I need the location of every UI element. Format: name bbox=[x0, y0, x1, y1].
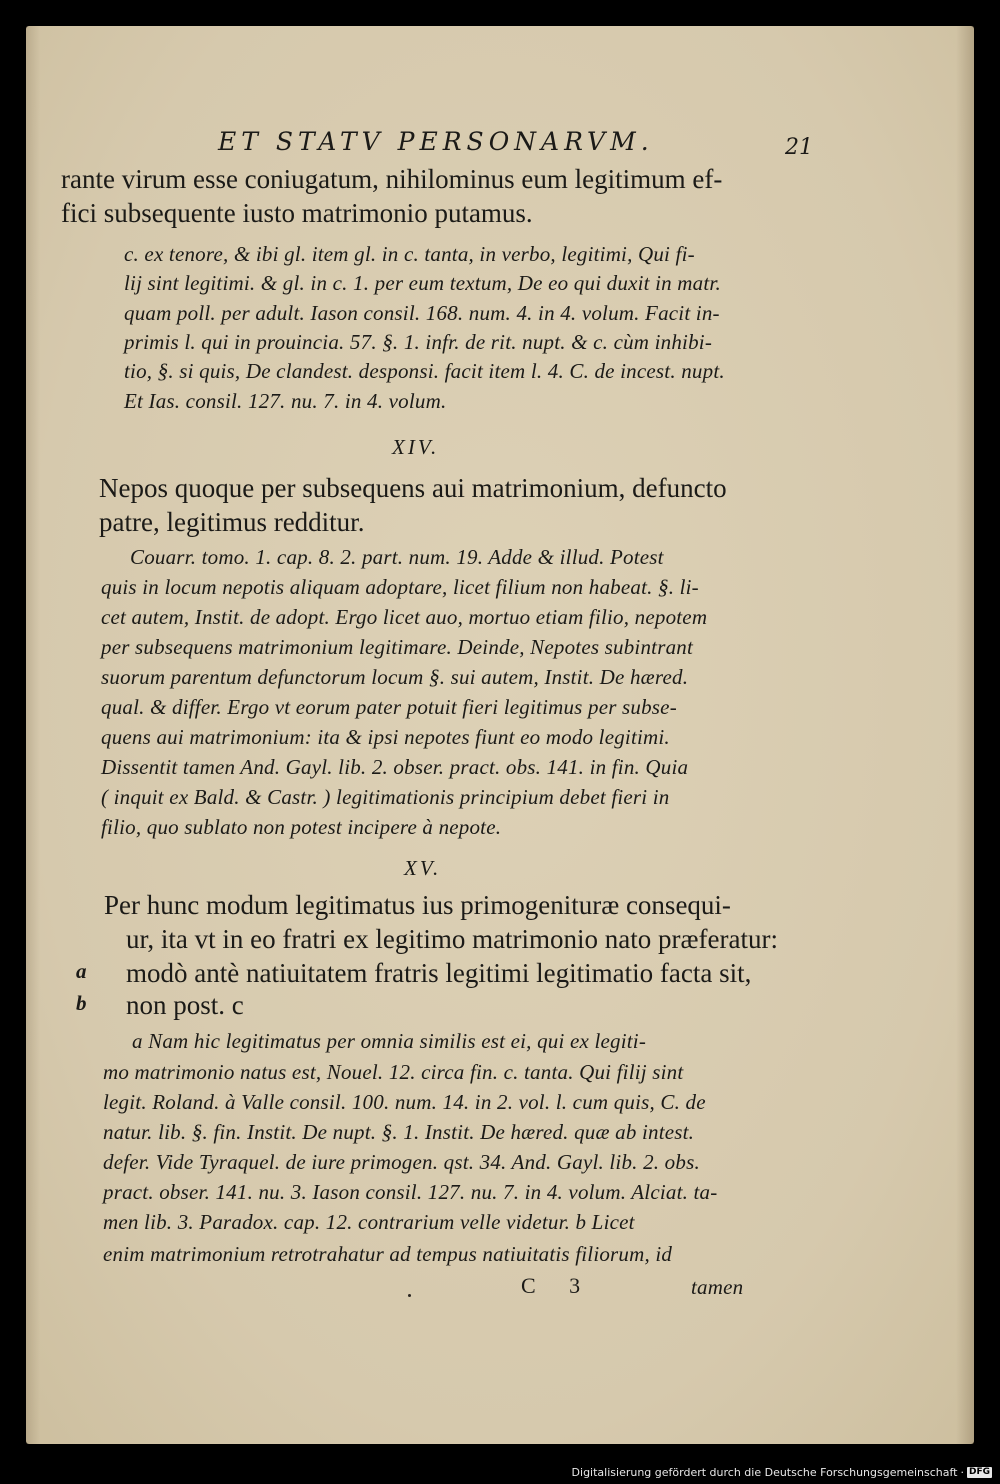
dfg-logo: DFG bbox=[968, 1467, 990, 1477]
note-text-line: legit. Roland. à Valle consil. 100. num. 14. in 2. vol. l. cum quis, C. de bbox=[103, 1090, 706, 1114]
note-text-line: Couarr. tomo. 1. cap. 8. 2. part. num. 19. Adde & illud. Potest bbox=[130, 545, 664, 569]
main-text-line: non post. c bbox=[126, 990, 244, 1020]
digitization-credit bbox=[572, 1466, 992, 1479]
running-head: ET STATV PERSONARVM. bbox=[218, 127, 654, 156]
book-page bbox=[26, 26, 974, 1444]
note-text-line: mo matrimonio natus est, Nouel. 12. circa fin. c. tanta. Qui filij sint bbox=[103, 1060, 684, 1084]
note-text-line: qual. & differ. Ergo vt eorum pater potuit fieri legitimus per subse- bbox=[101, 695, 677, 719]
main-text-line: ur, ita vt in eo fratri ex legitimo matrimonio nato præferatur: bbox=[126, 924, 778, 954]
separator-dot: · bbox=[960, 1466, 964, 1479]
note-text-line: enim matrimonium retrotrahatur ad tempus natiuitatis filiorum, id bbox=[103, 1242, 673, 1266]
main-text-line: Nepos quoque per subsequens aui matrimonium, defuncto bbox=[99, 473, 727, 503]
note-text-line: c. ex tenore, & ibi gl. item gl. in c. tanta, in verbo, legitimi, Qui fi- bbox=[124, 242, 695, 266]
note-text-line: tio, §. si quis, De clandest. desponsi. facit item l. 4. C. de incest. nupt. bbox=[124, 359, 725, 383]
page-number: 21 bbox=[785, 135, 813, 160]
ink-speck bbox=[408, 1294, 411, 1297]
catchword: tamen bbox=[691, 1275, 744, 1299]
main-text-line: rante virum esse coniugatum, nihilominus eum legitimum ef- bbox=[61, 164, 723, 194]
note-text-line: a Nam hic legitimatus per omnia similis est ei, qui ex legiti- bbox=[132, 1029, 647, 1053]
section-number: XV. bbox=[404, 856, 442, 880]
page-shadow-left bbox=[26, 26, 40, 1444]
note-text-line: per subsequens matrimonium legitimare. Deinde, Nepotes subintrant bbox=[101, 635, 694, 659]
note-text-line: primis l. qui in prouincia. 57. §. 1. infr. de rit. nupt. & c. cùm inhibi- bbox=[124, 330, 713, 354]
note-text-line: quis in locum nepotis aliquam adoptare, licet filium non habeat. §. li- bbox=[101, 575, 699, 599]
note-text-line: quam poll. per adult. Iason consil. 168. num. 4. in 4. volum. Facit in- bbox=[124, 301, 720, 325]
note-text-line: ( inquit ex Bald. & Castr. ) legitimationis principium debet fieri in bbox=[101, 785, 670, 809]
main-text-line: patre, legitimus redditur. bbox=[99, 507, 365, 537]
note-text-line: suorum parentum defunctorum locum §. sui autem, Instit. De hæred. bbox=[101, 665, 689, 689]
note-text-line: filio, quo sublato non potest incipere à nepote. bbox=[101, 815, 502, 839]
main-text-line: fici subsequente iusto matrimonio putamus. bbox=[61, 198, 533, 228]
note-text-line: men lib. 3. Paradox. cap. 12. contrarium velle videtur. b Licet bbox=[103, 1210, 635, 1234]
note-text-line: cet autem, Instit. de adopt. Ergo licet auo, mortuo etiam filio, nepotem bbox=[101, 605, 708, 629]
main-text-line: modò antè natiuitatem fratris legitimi legitimatio facta sit, bbox=[126, 958, 752, 988]
signature-mark: C 3 bbox=[521, 1273, 595, 1298]
credit-text: Digitalisierung gefördert durch die Deutsche Forschungsgemeinschaft bbox=[571, 1466, 958, 1479]
note-text-line: lij sint legitimi. & gl. in c. 1. per eum textum, De eo qui duxit in matr. bbox=[124, 271, 721, 295]
margin-note-marker: b bbox=[76, 991, 87, 1015]
note-text-line: natur. lib. §. fin. Instit. De nupt. §. 1. Instit. De hæred. quæ ab intest. bbox=[103, 1120, 695, 1144]
note-text-line: quens aui matrimonium: ita & ipsi nepotes fiunt eo modo legitimi. bbox=[101, 725, 670, 749]
note-text-line: Et Ias. consil. 127. nu. 7. in 4. volum. bbox=[124, 389, 447, 413]
page-shadow-right bbox=[956, 26, 974, 1444]
note-text-line: pract. obser. 141. nu. 3. Iason consil. 127. nu. 7. in 4. volum. Alciat. ta- bbox=[103, 1180, 718, 1204]
section-number: XIV. bbox=[392, 435, 440, 459]
note-text-line: Dissentit tamen And. Gayl. lib. 2. obser. pract. obs. 141. in fin. Quia bbox=[101, 755, 689, 779]
note-text-line: defer. Vide Tyraquel. de iure primogen. qst. 34. And. Gayl. lib. 2. obs. bbox=[103, 1150, 700, 1174]
main-text-line: Per hunc modum legitimatus ius primogenituræ consequi- bbox=[104, 890, 731, 920]
margin-note-marker: a bbox=[76, 959, 87, 983]
